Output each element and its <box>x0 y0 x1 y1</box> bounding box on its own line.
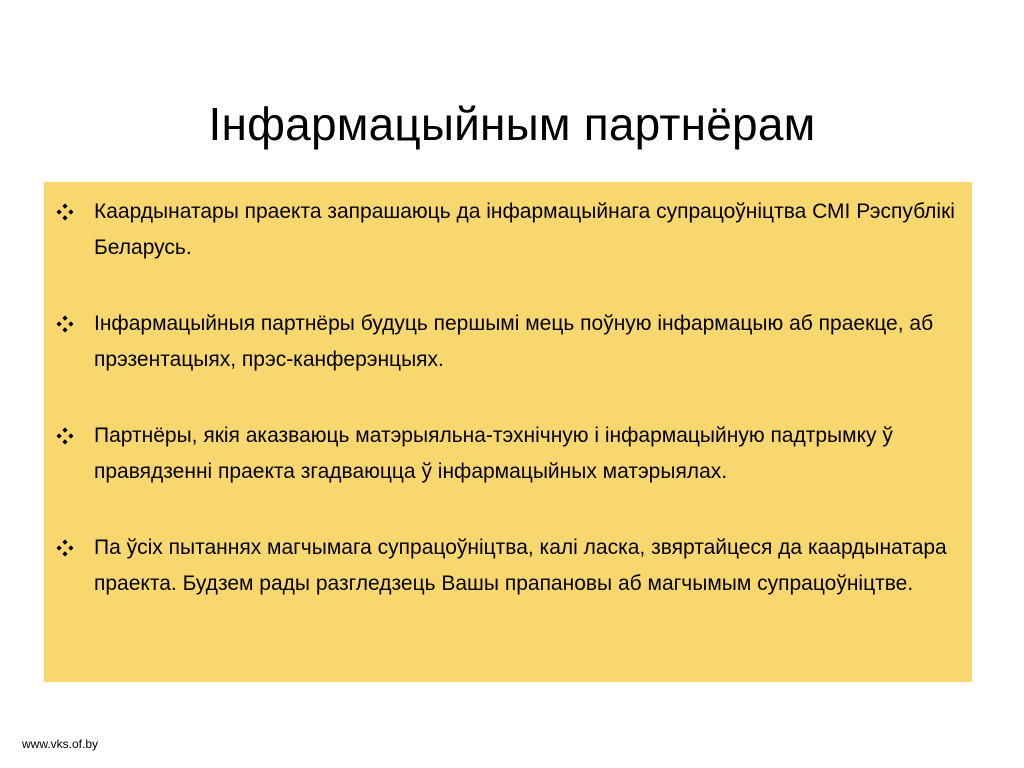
slide-title: Інфармацыйным партнёрам <box>208 97 816 150</box>
bullet-text: Інфармацыйныя партнёры будуць першымі мець поўную інфармацыю аб праекце, аб прэзентацыях, прэс-канферэнцыях. <box>94 312 934 371</box>
diamond-bullet-icon <box>56 530 94 566</box>
bullet-item <box>56 194 956 266</box>
bullet-text: Партнёры, якія аказваюць матэрыяльна-тэхнічную і інфармацыйную падтрымку ў правядзенні праекта згадваюцца ў інфармацыйных матэрыялах. <box>94 424 893 483</box>
diamond-bullet-icon <box>56 194 94 230</box>
diamond-bullet-icon <box>56 306 94 342</box>
bullet-item <box>56 306 956 378</box>
bullet-text: Каардынатары праекта запрашаюць да інфармацыйнага супрацоўніцтва СМІ Рэспублікі Беларусь. <box>94 200 955 259</box>
diamond-bullet-icon <box>56 418 94 454</box>
content-box <box>44 182 972 682</box>
bullet-item <box>56 418 956 490</box>
footer-url: www.vks.of.by <box>22 737 99 751</box>
bullet-text: Па ўсіх пытаннях магчымага супрацоўніцтва, калі ласка, звяртайцеся да каардынатара праекта. Будзем рады разгледзець Вашы прапановы аб магчымым супрацоўніцтве. <box>94 536 947 595</box>
bullet-list <box>56 194 956 602</box>
bullet-item <box>56 530 956 602</box>
